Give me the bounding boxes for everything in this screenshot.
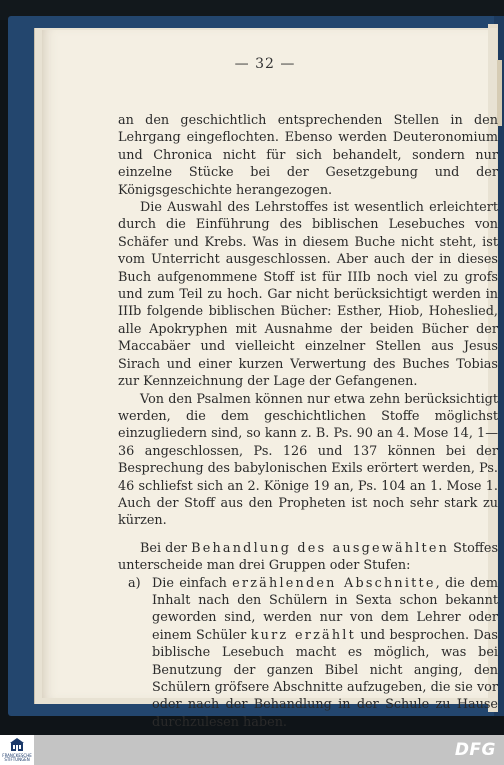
page-body [118, 112, 498, 731]
list-a-term1: erzählenden Abschnitte [232, 575, 436, 591]
page-number-header: — 32 — [234, 56, 296, 72]
treatment-before: Bei der [140, 540, 192, 556]
list-a-part3: und besprochen. Das biblische Lesebuch macht es möglich, was bei Benutzung der ganzen Bibel nicht anging, den Schülern gröfsere Abschnitte aufzugeben, die sie vor oder nach der Behandlung in der Schule zu Hause durchzulesen haben. [152, 627, 498, 730]
building-icon [10, 738, 24, 752]
footer-bar [34, 735, 504, 765]
document-page [42, 30, 499, 730]
list-a-term2: kurz erzählt [250, 627, 356, 643]
list-marker-a: a) [128, 575, 141, 591]
list-a-part1: Die einfach [152, 575, 233, 591]
treatment-term: Behandlung des ausgewählten [191, 540, 450, 556]
viewer-footer [0, 735, 504, 765]
list-item-a [118, 575, 498, 732]
treatment-after: Stoffes unterscheide man drei Gruppen oder Stufen: [118, 540, 499, 574]
paragraph-1: an den geschichtlich entsprechenden Stellen in den Lehrgang eingeflochten. Ebenso werden Deuteronomium und Chronica nicht für sich behandelt, sondern nur einzelne Stücke bei der Gesetzgebung und der Königsgeschichte herangezogen. [118, 113, 498, 198]
dfg-logo[interactable]: DFG [454, 740, 496, 760]
paragraph-2: Die Auswahl des Lehrstoffes ist wesentlich erleichtert durch die Einführung des biblischen Lesebuches von Schäfer und Krebs. Was in diesem Buche nicht steht, ist vom Unterricht ausgeschlossen. Aber auch der in dieses Buch aufgenommene Stoff ist für IIIb noch viel zu grofs und zum Teil zu hoch. Gar nicht berücksichtigt werden in IIIb folgende biblischen Bücher: Esther, Hiob, Hoheslied, alle Apokryphen mit Ausnahme der beiden Bücher der Maccabäer und vielleicht einzelner Stellen aus Jesus Sirach und einer kurzen Verwertung des Buches Tobias zur Kennzeichnung der Lage der Gefangenen. [118, 200, 498, 390]
logo-text: FRANCKESCHE STIFTUNGEN [2, 753, 32, 763]
franckesche-stiftungen-logo[interactable] [0, 735, 34, 765]
list-a-part2: , die dem Inhalt nach den Schülern in Sexta schon bekannt geworden sind, werden nur von dem Lehrer oder einem Schüler [152, 575, 498, 643]
paragraph-treatment [118, 540, 498, 575]
paragraph-3: Von den Psalmen können nur etwa zehn berücksichtigt werden, die dem geschichtlichen Stoffe möglichst einzugliedern sind, so kann z. B. Ps. 90 an 4. Mose 14, 1—36 angeschlossen, Ps. 126 und 137 können bei der Besprechung des babylonischen Exils erörtert werden, Ps. 46 schliefst sich an 2. Könige 19 an, Ps. 104 an 1. Mose 1. Auch der Stoff aus den Propheten ist noch sehr stark zu kürzen. [118, 391, 498, 529]
